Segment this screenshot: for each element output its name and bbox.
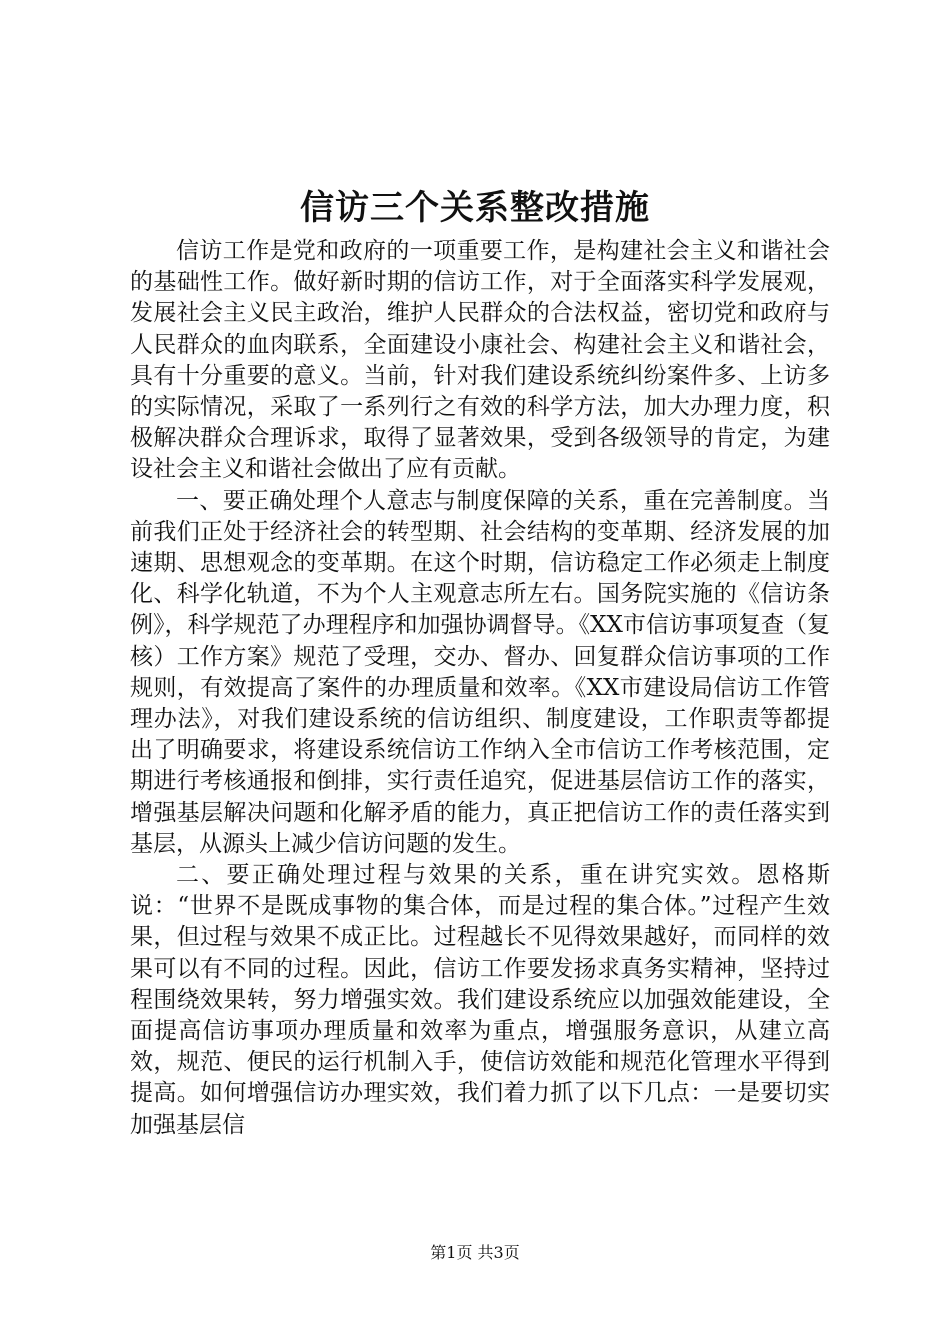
- document-title: 信访三个关系整改措施: [300, 188, 650, 228]
- paragraph-intro: 信访工作是党和政府的一项重要工作，是构建社会主义和谐社会的基础性工作。做好新时期的信访工作，对于全面落实科学发展观，发展社会主义民主政治，维护人民群众的合法权益，密切党和政府与人民群众的血肉联系，全面建设小康社会、构建社会主义和谐社会，具有十分重要的意义。当前，针对我们建设系统纠纷案件多、上访多的实际情况，采取了一系列行之有效的科学方法，加大办理力度，积极解决群众合理诉求，取得了显著效果，受到各级领导的肯定，为建设社会主义和谐社会做出了应有贡献。: [130, 238, 830, 483]
- page-number-footer: 第1页 共3页: [430, 1243, 520, 1262]
- document-body: [130, 236, 830, 1141]
- paragraph-section-two: 二、要正确处理过程与效果的关系，重在讲究实效。恩格斯说：“世界不是既成事物的集合体，而是过程的集合体。”过程产生效果，但过程与效果不成正比。过程越长不见得效果越好，而同样的效果可以有不同的过程。因此，信访工作要发扬求真务实精神，坚持过程围绕效果转，努力增强实效。我们建设系统应以加强效能建设，全面提高信访事项办理质量和效率为重点，增强服务意识，从建立高效，规范、便民的运行机制入手，使信访效能和规范化管理水平得到提高。如何增强信访办理实效，我们着力抓了以下几点：一是要切实加强基层信: [130, 862, 830, 1138]
- paragraph-section-one: 一、要正确处理个人意志与制度保障的关系，重在完善制度。当前我们正处于经济社会的转型期、社会结构的变革期、经济发展的加速期、思想观念的变革期。在这个时期，信访稳定工作必须走上制度化、科学化轨道，不为个人主观意志所左右。国务院实施的《信访条例》，科学规范了办理程序和加强协调督导。《XX市信访事项复查（复核）工作方案》规范了受理，交办、督办、回复群众信访事项的工作规则，有效提高了案件的办理质量和效率。《XX市建设局信访工作管理办法》，对我们建设系统的信访组织、制度建设，工作职责等都提出了明确要求，将建设系统信访工作纳入全市信访工作考核范围，定期进行考核通报和倒排，实行责任追究，促进基层信访工作的落实，增强基层解决问题和化解矛盾的能力，真正把信访工作的责任落实到基层，从源头上减少信访问题的发生。: [130, 487, 830, 857]
